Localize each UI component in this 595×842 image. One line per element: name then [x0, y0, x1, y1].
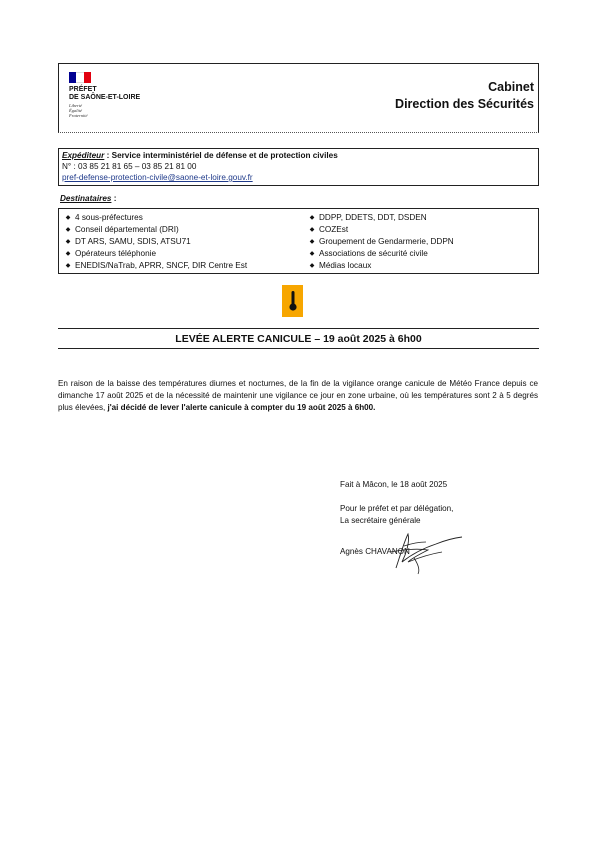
diamond-bullet-icon: ◆	[309, 227, 315, 233]
recipients-list-left	[61, 212, 305, 273]
alert-title-band	[58, 328, 539, 349]
office-title	[395, 79, 534, 113]
sender-email-link[interactable]: pref-defense-protection-civile@saone-et-loire.gouv.fr	[62, 173, 253, 182]
alert-title: LEVÉE ALERTE CANICULE – 19 août 2025 à 6h00	[175, 332, 422, 345]
diamond-bullet-icon: ◆	[65, 263, 71, 269]
delegation-line: Pour le préfet et par délégation,	[340, 504, 454, 513]
prefet-label: PRÉFET	[69, 86, 97, 93]
sender-phone: N° : 03 85 21 81 65 – 03 85 21 81 00	[62, 162, 197, 171]
body-paragraph	[58, 378, 538, 414]
body-text: En raison de la baisse des températures diurnes et nocturnes, de la fin de la vigilance orange canicule de Météo France depuis ce dimanche 17 août 2025 et de la nécessité de maintenir une vigilance ce jour en zone urbaine, où les températures sont 2 à 5 degrés plus élevées,	[58, 379, 538, 412]
french-flag-icon	[69, 72, 91, 83]
diamond-bullet-icon: ◆	[309, 215, 315, 221]
signatory-name: Agnès CHAVANON	[340, 547, 410, 556]
direction-label: Direction des Sécurités	[395, 97, 534, 111]
sender-service: : Service interministériel de défense et de protection civiles	[104, 151, 338, 160]
cabinet-label: Cabinet	[488, 80, 534, 94]
diamond-bullet-icon: ◆	[65, 227, 71, 233]
list-item: ◆ COZEst	[305, 224, 454, 236]
body-decision: j'ai décidé de lever l'alerte canicule à compter du 19 août 2025 à 6h00	[107, 403, 374, 412]
recipients-box	[58, 208, 539, 274]
list-item: ◆ DDPP, DDETS, DDT, DSDEN	[305, 212, 454, 224]
list-item: ◆ Médias locaux	[305, 260, 454, 272]
sender-box	[58, 148, 539, 186]
handwritten-signature	[368, 528, 468, 576]
sender-line	[62, 150, 535, 161]
diamond-bullet-icon: ◆	[65, 215, 71, 221]
list-item: ◆ Associations de sécurité civile	[305, 248, 454, 260]
list-item: ◆ Groupement de Gendarmerie, DDPN	[305, 236, 454, 248]
recipients-heading: Destinataires :	[60, 194, 117, 203]
diamond-bullet-icon: ◆	[65, 239, 71, 245]
place-date: Fait à Mâcon, le 18 août 2025	[340, 480, 448, 489]
heat-alert-icon	[282, 285, 303, 317]
sender-label: Expéditeur	[62, 151, 105, 160]
signatory-role: La secrétaire générale	[340, 516, 421, 525]
prefecture-logo	[69, 72, 140, 118]
diamond-bullet-icon: ◆	[309, 251, 315, 257]
motto: Liberté Égalité Fraternité	[69, 103, 88, 118]
list-item: ◆ Conseil départemental (DRI)	[61, 224, 305, 236]
diamond-bullet-icon: ◆	[65, 251, 71, 257]
thermometer-icon	[288, 290, 298, 312]
recipients-list-right	[305, 212, 454, 273]
list-item: ◆ DT ARS, SAMU, SDIS, ATSU71	[61, 236, 305, 248]
list-item: ◆ ENEDIS/NaTrab, APRR, SNCF, DIR Centre Est	[61, 260, 305, 272]
department-label: DE SAÔNE-ET-LOIRE	[69, 94, 141, 101]
header-box	[58, 63, 539, 133]
diamond-bullet-icon: ◆	[309, 263, 315, 269]
list-item: ◆ 4 sous-préfectures	[61, 212, 305, 224]
body-end: .	[373, 403, 376, 412]
list-item: ◆ Opérateurs téléphonie	[61, 248, 305, 260]
diamond-bullet-icon: ◆	[309, 239, 315, 245]
